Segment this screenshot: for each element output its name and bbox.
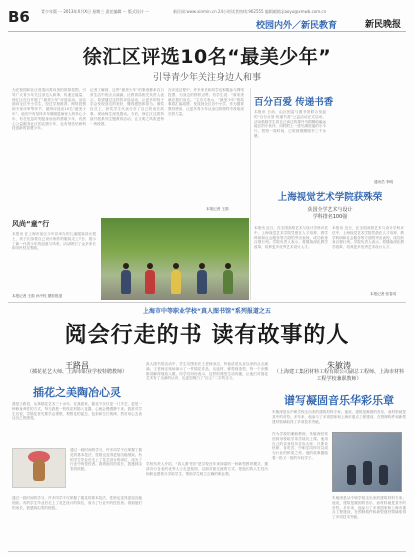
right-body-side: 作为学校的兼职教师，朱敏涛经常回到母校给学弟学妹们上课。他用自己的亲身经历告诉大家：只要肯钻研、肯吃苦，中职生同样可以成为行业的栋梁之材。他的故事激励着一批又一批的年轻学子。: [272, 432, 328, 460]
masthead-meta: 青少年版 ··· 2013年X月X日 星期三 责任编辑 ··· 版式设计 ···: [41, 9, 150, 14]
sidebar-subtitle2: 获国全学艺术与设计 学科排名100强: [307, 207, 353, 220]
sidebar-title1: 百分百爱 传递书香: [254, 97, 334, 108]
short-item-byline: 本报记者 王蔚 孙中钦 摄影报道: [12, 294, 63, 298]
children-photo: [101, 218, 249, 300]
left-body-side: 通过一段时间的学习，许多同学不仅掌握了插花的基本技法，性格也变得更加沉稳细致。有的学生毕业后走上了花艺设计的岗位，成为了行业中的佼佼者。看到他们的成长，我感到由衷的欣慰。: [70, 448, 142, 472]
masthead: [8, 6, 406, 32]
vase-shape: [33, 459, 45, 481]
section-divider: [8, 302, 406, 303]
series-headline: 阅会行走的书 读有故事的人: [64, 323, 350, 348]
page-number: B6: [8, 8, 30, 26]
child-figure: [197, 270, 207, 294]
article1-headline: 徐汇区评选10名“最美少年”: [82, 46, 332, 68]
left-author-desc: （插花花艺大师、上海市职业学校特聘教师）: [26, 369, 127, 375]
mid-body: 真人图书馆活动中，学生们围坐在王老师身边，听他讲述从业以来的点点滴滴。王老师还现场演示了一件插花作品，从选材、修剪到造型，每一个步骤都讲解得细致入微。同学们纷纷表示，这样的课堂生动有趣，让他们对插花艺术有了全新的认识，也更加明白了“匠心”二字的含义。: [146, 362, 268, 381]
left-body2: 通过一段时间的学习，许多同学不仅掌握了插花的基本技法，性格也变得更加沉稳细致。有的学生毕业后走上了花艺设计的岗位，成为了行业中的佼佼者。看到他们的成长，我感到由衷的欣慰。: [12, 496, 142, 510]
sidebar-byline1: 通讯员 李明: [374, 180, 394, 184]
right-body2: 朱敏涛是从中职学校走出来的建筑材料专家。他说，建筑是凝固的音乐，而材料就是其中的音符。多年来，他参与了多项国家和上海市重点工程建设，在预制构件和新型建材领域取得了多项技术突破。: [332, 496, 406, 520]
article1-col3: 在评选过程中，许多家长和同学也积极参与网络投票，为身边的榜样点赞。有学生说：“原来美就在我们身边。”主办方表示，“最美少年”的故事将汇编成册，发放到全区各中小学，作为德育教材使用，让更多青少年从身边的榜样中汲取成长的力量。: [168, 88, 244, 116]
left-headline: 插花之美陶冶心灵: [33, 386, 121, 399]
left-author-name: 王路昌: [65, 361, 89, 370]
right-headline: 谱写凝固音乐华彩乐章: [284, 394, 394, 407]
mid-body2: 学校负责人介绍，“真人图书馆”是学校近年来探索的一种新型教育模式，邀请各行各业的优秀人士走进校园，以面对面交流的方式，把他们的人生经历和职业感悟分享给学生，帮助学生树立正确的职业观。: [146, 462, 268, 476]
right-author-desc: （上海建工集团材料工程有限公司副总工程师、上海市材料工程学校兼职教师）: [273, 369, 404, 382]
short-item-body: 本报讯 在上海市某区少年宫举办的儿童服装设计展上，孩子们身着自己设计制作的服装走上T台，展示了新一代青少年的创意与风采。活动吸引了众多家长和市民驻足观看。: [12, 232, 96, 251]
left-body: 我是王路昌，从事插花艺术三十余年。在我看来，插花不仅仅是一门手艺，更是一种修身养性的方式。每当我把一枝枝花材插入花器，心就会慢慢静下来。我常对学生们说，学插花首先要学会观察，观察花的姿态、色彩和生长规律，然后用心去表达自己的感受。: [12, 402, 142, 421]
paper-logo: 新民晚报: [365, 20, 402, 30]
page-footer-rule: [8, 551, 406, 552]
masthead-contact: 新民网:www.xinmin.cn 24小时读者热线:962555 编辑邮箱:jiaoyu@xmwb.com.cn: [173, 9, 327, 14]
article1-subhead: 引导青少年关注身边人和事: [152, 73, 261, 83]
right-body: 朱敏涛是从中职学校走出来的建筑材料专家。他说，建筑是凝固的音乐，而材料就是其中的音符。多年来，他参与了多项国家和上海市重点工程建设，在预制构件和新型建材领域取得了多项技术突破。: [272, 410, 406, 424]
section-title: 校园内外／新民教育: [256, 21, 338, 31]
sidebar-body2b: 本报讯 近日，在全国高校艺术与设计学科评估中，上海视觉艺术学院凭借在人才培养、教学科研和社会服务等方面的突出表现，成功跻身百强行列。学院负责人表示，将继续深化教学改革，培养更多优秀艺术设计人才。: [332, 226, 404, 250]
child-figure: [171, 270, 181, 294]
sidebar-byline2: 本报记者 张春英: [370, 292, 397, 296]
person-figure: [347, 465, 356, 485]
sidebar-body2a: 本报讯 近日，在全国高校艺术与设计学科评估中，上海视觉艺术学院凭借在人才培养、教学科研和社会服务等方面的突出表现，成功跻身百强行列。学院负责人表示，将继续深化教学改革，培养更多优秀艺术设计人才。: [254, 226, 328, 250]
engineer-photo: [332, 432, 402, 492]
child-figure: [223, 270, 233, 294]
right-author: [272, 362, 406, 383]
article1-byline: 本报记者 王蔚: [206, 207, 229, 211]
left-author: [12, 362, 142, 376]
sidebar-body1: 本报讯 日前，由区团委与图书馆联合发起的“百分百爱·传递书香”公益活动正式启动。活动鼓励学生将自己读过的课外书捐赠给偏远地区的小伙伴，同时附上一张写满祝福的小卡片。短短一周时间，已收到捐赠图书三千余册。: [254, 110, 326, 138]
article1-col1: 为在校园和社区营造向善向美的浓厚氛围，引导广大青少年关注身边人和事，传递正能量，徐汇区近日开展了“最美少年”评选活动。活动面向全区中小学生，经过学校推荐、网络投票和专家评审等环节，最终评选出10名“最美少年”。他们中有坚持多年照顾患病家人的孝心少年，有在危急时刻挺身而出的勇敢少年，有热心公益服务社区的志愿少年，也有刻苦钻研科技创新的智慧少年。: [12, 88, 86, 131]
series-label: 上海市中等职业学校“真人图书馆”系列报道之五: [143, 308, 271, 315]
article1-col2: 记者了解到，这些“最美少年”的事迹都来自日常生活中的点点滴滴。区教育局相关负责人表示，希望通过这样的评选活动，让更多的孩子学会发现身边的美好，懂得感恩和担当。颁奖仪式上，获奖学生代表分享了自己的成长故事，现场师生深受感动。今后，徐汇区还将持续开展系列主题教育活动，让文明之风吹进每一所校园。: [90, 88, 164, 126]
person-figure: [379, 465, 388, 485]
flower-photo: [12, 448, 66, 488]
sidebar-title2: 上海视觉艺术学院获殊荣: [277, 192, 383, 203]
child-figure: [145, 270, 155, 294]
right-author-name: 朱敏涛: [327, 361, 351, 370]
photo-caption-title: 风尚“童”行: [12, 220, 50, 228]
person-figure: [363, 461, 372, 485]
child-figure: [121, 270, 131, 294]
